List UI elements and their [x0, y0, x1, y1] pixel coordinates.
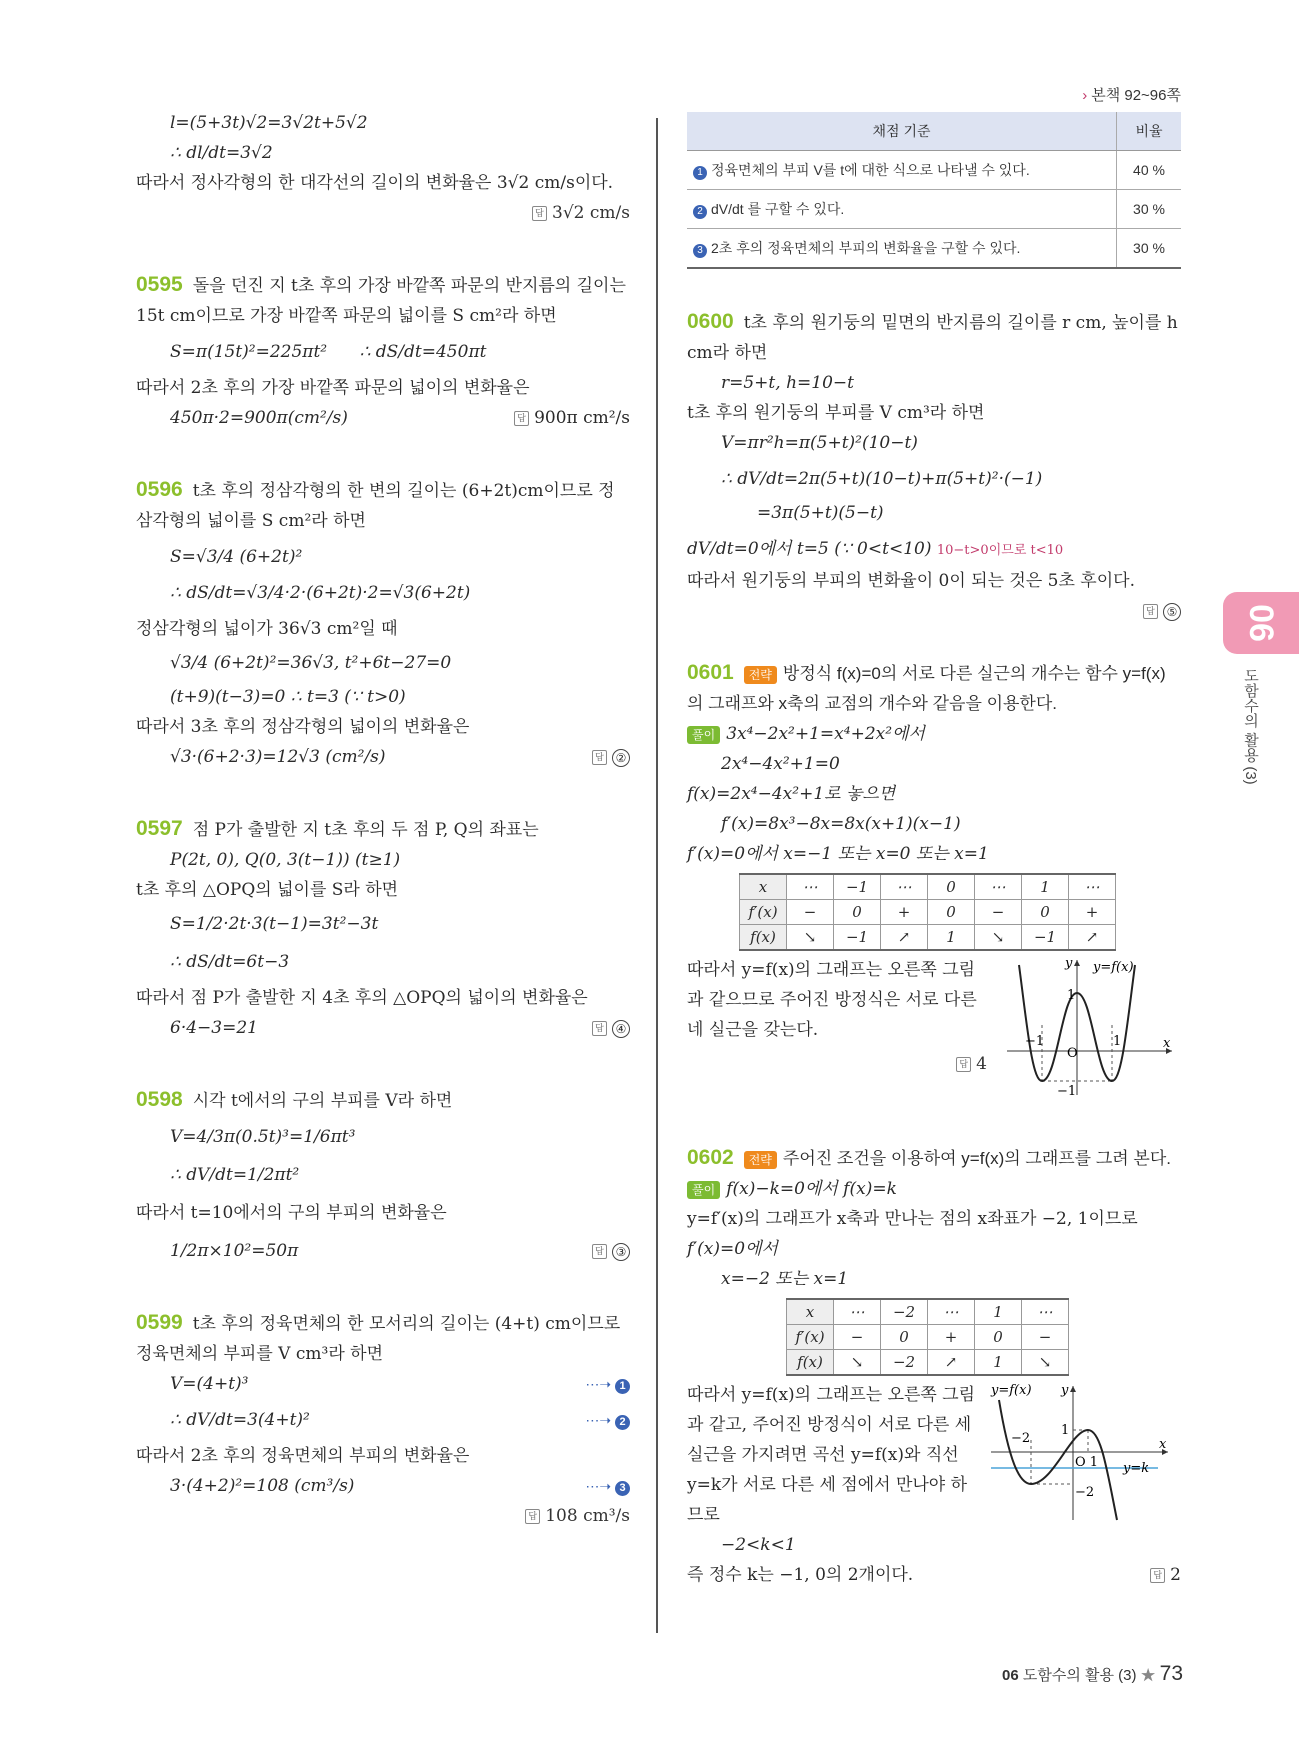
svg-text:y=k: y=k — [1123, 1461, 1150, 1476]
problem-number: 0602 — [687, 1146, 734, 1169]
answer-row: 즉 정수 k는 −1, 0의 2개이다. 답 2 — [687, 1560, 1181, 1590]
equation: x=−2 또는 x=1 — [721, 1269, 849, 1289]
answer: 답 3√2 cm/s — [136, 198, 630, 228]
rate-header: 비율 — [1117, 112, 1182, 151]
text-line: 따라서 3초 후의 정삼각형의 넓이의 변화율은 — [136, 717, 470, 737]
strategy-tag: 전략 — [744, 1151, 777, 1169]
problem-number: 0598 — [136, 1088, 183, 1111]
step-marker: ⋯➝ 3 — [585, 1471, 630, 1501]
text-line: 시각 t에서의 구의 부피를 V라 하면 — [192, 1091, 453, 1111]
equation: (t+9)(t−3)=0 ∴ t=3 (∵ t>0) — [170, 687, 406, 707]
svg-text:y=f(x): y=f(x) — [991, 1383, 1032, 1398]
text-line: t초 후의 정육면체의 한 모서리의 길이는 (4+t) cm이므로 정육면체의 부피를 V cm³라 하면 — [136, 1314, 621, 1364]
problem-0594-continued — [136, 108, 630, 228]
problem-number: 0596 — [136, 478, 183, 501]
equation: f(x)=2x⁴−4x²+1로 놓으면 — [687, 784, 896, 804]
equation: =3π(5+t)(5−t) — [757, 503, 884, 523]
grading-table — [687, 112, 1181, 269]
problem-0600 — [687, 307, 1181, 626]
problem-0595 — [136, 270, 630, 433]
problem-0598 — [136, 1085, 630, 1266]
svg-text:−2: −2 — [1011, 1431, 1031, 1446]
equation: P(2t, 0), Q(0, 3(t−1)) (t≥1) — [170, 850, 401, 870]
solution-tag: 풀이 — [687, 1181, 720, 1199]
text-line: 따라서 2초 후의 정육면체의 부피의 변화율은 — [136, 1446, 470, 1466]
quartic-graph — [997, 955, 1177, 1105]
svg-text:x: x — [1159, 1437, 1167, 1452]
increase-decrease-table: x ⋯ −2 ⋯ 1 ⋯ f′(x) − 0 + 0 − f(x) ↘ −2 ↗ 1 ↘ — [786, 1298, 1069, 1376]
text-line: 따라서 정사각형의 한 대각선의 길이의 변화율은 3√2 cm/s이다. — [136, 173, 614, 193]
problem-number: 0595 — [136, 273, 183, 296]
chapter-side-label: 도함수의 활용 (3) — [1242, 668, 1259, 785]
equation-row: S=π(15t)²=225πt² ∴ dS/dt=450πt — [170, 342, 487, 362]
answer-icon: 답 — [1150, 1568, 1165, 1583]
chapter-tab: 06 — [1223, 592, 1299, 654]
step-marker: ⋯➝ 2 — [585, 1405, 630, 1435]
step-marker: ⋯➝ 1 — [585, 1369, 630, 1399]
text-line: 따라서 t=10에서의 구의 부피의 변화율은 — [136, 1203, 447, 1223]
answer: 답 ④ — [592, 1013, 630, 1043]
strategy-text: 방정식 f(x)=0의 서로 다른 실근의 개수는 함수 y=f(x)의 그래프와 x축의 교점의 개수와 같음을 이용한다. — [687, 664, 1166, 713]
graph-explanation: 따라서 y=f(x)의 그래프는 오른쪽 그림과 같으므로 주어진 방정식은 서로 다른 네 실근을 갖는다. 답 4 — [687, 955, 987, 1105]
svg-text:O: O — [1067, 1046, 1078, 1061]
text-line: y=f′(x)의 그래프가 x축과 만나는 점의 x좌표가 −2, 1이므로 — [687, 1209, 1138, 1229]
svg-text:x: x — [1163, 1036, 1171, 1051]
side-note: 10−t>0이므로 t<10 — [936, 543, 1064, 558]
equation: ∴ dV/dt=2π(5+t)(10−t)+π(5+t)²·(−1) — [721, 469, 1043, 489]
equation-row: V=(4+t)³ ⋯➝ 1 — [136, 1369, 630, 1399]
svg-text:1: 1 — [1113, 1034, 1122, 1049]
right-column — [687, 112, 1181, 1594]
equation: f′(x)=0에서 x=−1 또는 x=0 또는 x=1 — [687, 844, 989, 864]
svg-text:−1: −1 — [1057, 1084, 1077, 1099]
text-line: 따라서 원기둥의 부피의 변화율이 0이 되는 것은 5초 후이다. — [687, 571, 1135, 591]
equation-row: dV/dt=0에서 t=5 (∵ 0<t<10) 10−t>0이므로 t<10 — [687, 539, 1064, 559]
text-line: t초 후의 원기둥의 밑면의 반지름의 길이를 r cm, 높이를 h cm라 하면 — [687, 313, 1178, 363]
equation: ∴ dS/dt=6t−3 — [170, 952, 290, 972]
answer: 답 2 — [1150, 1560, 1181, 1590]
answer-icon: 답 — [525, 1509, 540, 1524]
equation: f′(x)=8x³−8x=8x(x+1)(x−1) — [721, 814, 961, 834]
solution-tag: 풀이 — [687, 726, 720, 744]
page-footer: 06 도함수의 활용 (3) ★ 73 — [1001, 1662, 1183, 1685]
answer-icon: 답 — [956, 1057, 971, 1072]
equation: S=√3/4 (6+2t)² — [170, 547, 303, 567]
cubic-graph — [983, 1380, 1173, 1530]
page-number: 73 — [1159, 1662, 1183, 1685]
answer-icon: 답 — [532, 206, 547, 221]
equation: S=1/2·2t·3(t−1)=3t²−3t — [170, 914, 379, 934]
svg-text:−1: −1 — [1025, 1034, 1045, 1049]
column-divider — [656, 118, 658, 1633]
equation: ∴ dl/dt=3√2 — [170, 143, 273, 163]
answer-icon: 답 — [592, 750, 607, 765]
answer-icon: 답 — [514, 411, 529, 426]
book-reference: › 본책 92~96쪽 — [1082, 87, 1181, 104]
equation: V=πr²h=π(5+t)²(10−t) — [721, 433, 918, 453]
grading-row: 2 dV/dt 를 구할 수 있다. 30 % — [687, 190, 1181, 229]
graph-section — [687, 955, 1181, 1105]
svg-text:y=f(x): y=f(x) — [1093, 960, 1134, 975]
problem-0597 — [136, 814, 630, 1043]
equation: ∴ dS/dt=√3/4·2·(6+2t)·2=√3(6+2t) — [170, 583, 471, 603]
answer-row: √3·(6+2·3)=12√3 (cm²/s) 답 ② — [136, 742, 630, 772]
text-line: t초 후의 △OPQ의 넓이를 S라 하면 — [136, 880, 399, 900]
svg-text:−2: −2 — [1075, 1485, 1095, 1500]
svg-text:y: y — [1065, 956, 1073, 971]
equation: r=5+t, h=10−t — [721, 373, 854, 393]
text-line: 정삼각형의 넓이가 36√3 cm²일 때 — [136, 619, 398, 639]
text-line: 따라서 2초 후의 가장 바깥쪽 파문의 넓이의 변화율은 — [136, 378, 530, 398]
problem-0599 — [136, 1308, 630, 1531]
problem-0601: 0601 전략 방정식 f(x)=0의 서로 다른 실근의 개수는 함수 y=f(x)의 그래프와 x축의 교점의 개수와 같음을 이용한다. 풀이 3x⁴−2x²+1=x⁴+2x²에서 2x⁴−4x²+1=0 f(x)=2x⁴−4x²+1로 놓으면 f′(x)=8x³−8x=8x(x+1)(x−1) f′(x)=0에서 x=−1 또는 x=0 또는 x=1 x ⋯ −1 ⋯ 0 ⋯ 1 ⋯ f′(x) − 0 + 0 − 0 + f(x) ↘ −1 ↗ 1 ↘ −1 ↗ 따라서 y=f(x)의 그래프는 오른쪽 그림과 같으므로 주어진 방정식은 서로 다른 네 실근을 갖는다. 답 4 O 1 −1 1 −1 x y y=f(x) — [687, 658, 1181, 1105]
answer: 답 ② — [592, 742, 630, 772]
answer: 답 ⑤ — [687, 596, 1181, 626]
text-line: 돌을 던진 지 t초 후의 가장 바깥쪽 파문의 반지름의 길이는 15t cm이므로 가장 바깥쪽 파문의 넓이를 S cm²라 하면 — [136, 276, 626, 326]
equation: 2x⁴−4x²+1=0 — [721, 754, 840, 774]
text-line: 점 P가 출발한 지 t초 후의 두 점 P, Q의 좌표는 — [192, 820, 539, 840]
equation: f′(x)=0에서 — [687, 1239, 778, 1259]
svg-text:y: y — [1061, 1383, 1069, 1398]
grading-row: 3 2초 후의 정육면체의 부피의 변화율을 구할 수 있다. 30 % — [687, 229, 1181, 269]
svg-text:1: 1 — [1067, 988, 1076, 1003]
answer-row: 6·4−3=21 답 ④ — [136, 1013, 630, 1043]
answer: 답 900π cm²/s — [514, 403, 630, 433]
strategy-text: 주어진 조건을 이용하여 y=f(x)의 그래프를 그려 본다. — [782, 1149, 1171, 1168]
problem-number: 0597 — [136, 817, 183, 840]
equation: V=4/3π(0.5t)³=1/6πt³ — [170, 1127, 356, 1147]
equation-row: 3·(4+2)²=108 (cm³/s) ⋯➝ 3 — [136, 1471, 630, 1501]
equation: l=(5+3t)√2=3√2t+5√2 — [170, 113, 368, 133]
answer: 답 ③ — [592, 1236, 630, 1266]
problem-0602: 0602 전략 주어진 조건을 이용하여 y=f(x)의 그래프를 그려 본다. 풀이 f(x)−k=0에서 f(x)=k y=f′(x)의 그래프가 x축과 만나는 점의 x좌표가 −2, 1이므로 f′(x)=0에서 x=−2 또는 x=1 x ⋯ −2 ⋯ 1 ⋯ f′(x) − 0 + 0 − f(x) ↘ −2 ↗ 1 ↘ 따라서 y=f(x)의 그래프는 오른쪽 그림과 같고, 주어진 방정식이 서로 다른 세 실근을 가지려면 곡선 y=f(x)와 직선 y=k가 서로 다른 세 점에서 만나야 하므로 −2<k<1 −2 1 O 1 −2 y=k x y y=f(x) 즉 정수 k는 −1, 0의 2개이다. 답 2 — [687, 1143, 1181, 1590]
answer-icon: 답 — [592, 1244, 607, 1259]
equation: ∴ dV/dt=1/2πt² — [170, 1165, 300, 1185]
answer-icon: 답 — [1143, 604, 1158, 619]
strategy-tag: 전략 — [744, 666, 777, 684]
left-column — [136, 108, 630, 1535]
grading-header: 채점 기준 — [687, 112, 1117, 151]
answer: 답 4 — [687, 1045, 987, 1079]
graph-section — [687, 1380, 1181, 1560]
text-line: 따라서 점 P가 출발한 지 4초 후의 △OPQ의 넓이의 변화율은 — [136, 988, 588, 1008]
graph-explanation: 따라서 y=f(x)의 그래프는 오른쪽 그림과 같고, 주어진 방정식이 서로 다른 세 실근을 가지려면 곡선 y=f(x)와 직선 y=k가 서로 다른 세 점에서 만나야 하므로 −2<k<1 — [687, 1385, 976, 1555]
svg-text:O 1: O 1 — [1075, 1455, 1099, 1470]
text-line: t초 후의 원기둥의 부피를 V cm³라 하면 — [687, 403, 985, 423]
answer-row: 1/2π×10²=50π 답 ③ — [136, 1228, 630, 1266]
problem-number: 0600 — [687, 310, 734, 333]
problem-number: 0601 — [687, 661, 734, 684]
star-icon: ★ — [1140, 1667, 1156, 1684]
equation-row: ∴ dV/dt=3(4+t)² ⋯➝ 2 — [136, 1399, 630, 1441]
grading-row: 1 정육면체의 부피 V를 t에 대한 식으로 나타낼 수 있다. 40 % — [687, 151, 1181, 190]
text-line: t초 후의 정삼각형의 한 변의 길이는 (6+2t)cm이므로 정삼각형의 넓이를 S cm²라 하면 — [136, 481, 615, 531]
problem-0596 — [136, 475, 630, 772]
svg-text:1: 1 — [1061, 1423, 1070, 1438]
increase-decrease-table: x ⋯ −1 ⋯ 0 ⋯ 1 ⋯ f′(x) − 0 + 0 − 0 + f(x) ↘ −1 ↗ 1 ↘ −1 ↗ — [739, 873, 1116, 951]
problem-number: 0599 — [136, 1311, 183, 1334]
answer-row: 450π·2=900π(cm²/s) 답 900π cm²/s — [136, 403, 630, 433]
equation: √3/4 (6+2t)²=36√3, t²+6t−27=0 — [170, 653, 452, 673]
answer: 답 108 cm³/s — [136, 1501, 630, 1531]
answer-icon: 답 — [592, 1021, 607, 1036]
